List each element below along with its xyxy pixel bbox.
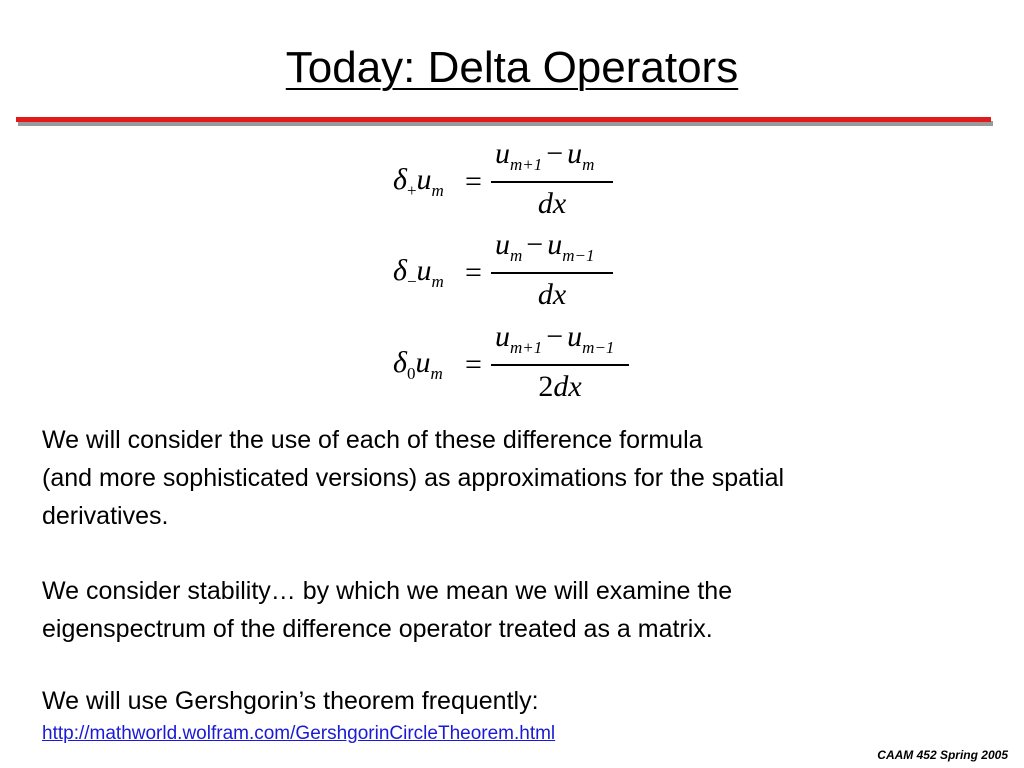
paragraph-line: derivatives. — [42, 502, 169, 530]
paragraph-stability — [42, 572, 1002, 648]
numerator-right-subscript: m−1 — [582, 338, 615, 357]
denominator: dx — [537, 187, 567, 220]
fraction — [491, 137, 736, 220]
title-divider — [16, 117, 991, 122]
fraction-bar — [491, 181, 613, 183]
numerator-right-term: u — [567, 320, 583, 353]
minus-sign: − — [546, 320, 564, 353]
paragraph-line: We will use Gershgorin’s theorem frequently: — [42, 687, 539, 715]
delta-symbol: δ — [393, 163, 407, 196]
equals-sign: = — [465, 348, 482, 381]
minus-sign: − — [526, 228, 544, 261]
fraction — [491, 320, 736, 403]
delta-symbol: δ — [393, 346, 407, 379]
denominator-variable: dx — [553, 370, 582, 403]
footer-course-label: CAAM 452 Spring 2005 — [877, 748, 1008, 762]
numerator-right-term: u — [567, 137, 583, 170]
delta-symbol: δ — [393, 254, 407, 287]
lhs-variable-subscript: m — [431, 181, 444, 200]
equals-sign: = — [465, 165, 482, 198]
minus-sign: − — [546, 137, 564, 170]
equals-sign: = — [465, 256, 482, 289]
lhs-variable: u — [416, 163, 432, 196]
gershgorin-theorem-link[interactable]: http://mathworld.wolfram.com/GershgorinCircleTheorem.html — [42, 723, 556, 744]
equation-lhs — [393, 254, 444, 291]
operator-subscript: 0 — [406, 364, 416, 383]
paragraph-line: eigenspectrum of the difference operator treated as a matrix. — [42, 615, 713, 643]
numerator — [495, 320, 615, 357]
paragraph-gershgorin — [42, 682, 1002, 720]
lhs-variable-subscript: m — [430, 364, 443, 383]
operator-subscript: − — [406, 272, 417, 291]
lhs-variable-subscript: m — [431, 272, 444, 291]
numerator-left-subscript: m+1 — [510, 338, 543, 357]
denominator — [491, 370, 629, 404]
paragraph-line: We consider stability… by which we mean we will examine the — [42, 577, 733, 605]
numerator-left-term: u — [495, 137, 510, 170]
paragraph-difference-formulas — [42, 421, 1002, 535]
fraction-bar — [491, 364, 629, 366]
numerator-left-term: u — [495, 320, 510, 353]
fraction-bar — [491, 272, 613, 274]
paragraph-line: We will consider the use of each of these difference formula — [42, 426, 703, 454]
equation-lhs — [393, 163, 444, 200]
numerator — [495, 137, 595, 174]
numerator-right-term: u — [547, 228, 563, 261]
equation-lhs — [393, 346, 443, 383]
numerator-left-subscript: m — [510, 246, 523, 265]
operator-subscript: + — [406, 181, 417, 200]
fraction — [491, 228, 736, 311]
numerator — [495, 228, 595, 265]
lhs-variable: u — [416, 254, 432, 287]
numerator-left-subscript: m+1 — [510, 155, 543, 174]
denominator-coefficient: 2 — [538, 370, 554, 403]
numerator-left-term: u — [495, 228, 510, 261]
numerator-right-subscript: m — [582, 155, 595, 174]
numerator-right-subscript: m−1 — [562, 246, 595, 265]
denominator: dx — [537, 278, 567, 311]
paragraph-line: (and more sophisticated versions) as approximations for the spatial — [42, 464, 785, 492]
slide-title: Today: Delta Operators — [285, 43, 739, 92]
lhs-variable: u — [415, 346, 431, 379]
